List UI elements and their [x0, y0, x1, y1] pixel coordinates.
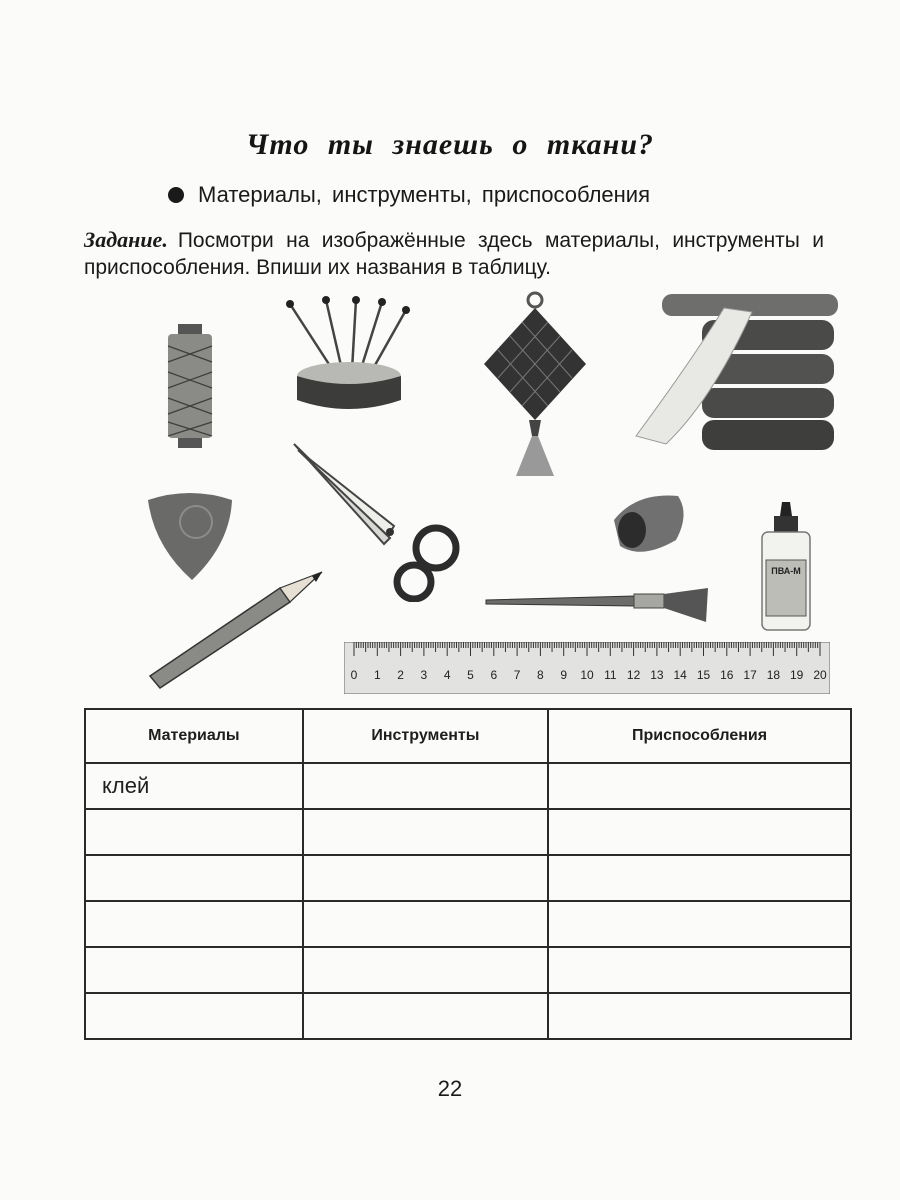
ruler-tick-label: 11 [604, 668, 617, 682]
page-number: 22 [437, 1076, 463, 1101]
table-cell[interactable] [303, 763, 548, 809]
task-label: Задание. [84, 227, 168, 252]
ruler-tick-label: 12 [626, 668, 641, 682]
ruler-tick-label: 19 [790, 668, 804, 682]
table-cell[interactable] [548, 901, 851, 947]
table-cell[interactable] [85, 855, 303, 901]
table-row [85, 901, 851, 947]
table-cell[interactable] [85, 993, 303, 1039]
page-title: Что ты знаешь о ткани? [245, 128, 655, 161]
table-row [85, 855, 851, 901]
table-cell[interactable] [548, 993, 851, 1039]
paintbrush-icon [484, 588, 712, 628]
table-row [85, 947, 851, 993]
ruler-tick-label: 4 [443, 668, 451, 682]
bullet-icon [168, 187, 184, 203]
thimble-icon [606, 490, 690, 556]
table-cell[interactable] [548, 763, 851, 809]
ruler [344, 642, 830, 694]
pincushion-icon [284, 292, 414, 417]
ruler-tick-label: 0 [350, 668, 358, 682]
section-subtitle [168, 182, 650, 208]
ruler-tick-label: 15 [696, 668, 711, 682]
table-row [85, 993, 851, 1039]
task-paragraph [84, 226, 824, 281]
ruler-tick-label: 16 [720, 668, 734, 682]
table-cell[interactable] [548, 947, 851, 993]
header-devices: Приспособления [548, 709, 851, 763]
subtitle-text: Материалы, инструменты, приспособления [198, 182, 651, 207]
ruler-tick-label: 5 [467, 668, 474, 682]
ruler-labels [344, 668, 830, 688]
thread-spool-icon [160, 322, 220, 452]
table-cell[interactable] [303, 947, 548, 993]
ruler-tick-label: 10 [580, 668, 594, 682]
table-cell[interactable] [303, 901, 548, 947]
table-cell[interactable] [85, 947, 303, 993]
table-cell[interactable] [85, 901, 303, 947]
table-cell[interactable] [303, 809, 548, 855]
tailor-chalk-icon [140, 484, 240, 584]
glue-label: ПВА-М [771, 566, 801, 576]
ruler-tick-label: 20 [813, 668, 827, 682]
ruler-tick-label: 2 [397, 668, 404, 682]
table-row [85, 809, 851, 855]
pencil-icon [146, 570, 326, 690]
table-cell[interactable]: клей [85, 763, 303, 809]
ruler-tick-label: 17 [743, 668, 757, 682]
ruler-tick-label: 18 [766, 668, 781, 682]
ruler-tick-label: 7 [513, 668, 521, 682]
table-cell[interactable] [548, 855, 851, 901]
table-cell[interactable] [548, 809, 851, 855]
answer-table [84, 708, 852, 1040]
potholder-icon [478, 290, 592, 480]
table-header-row [85, 709, 851, 763]
table-row [85, 763, 851, 809]
table-cell[interactable] [303, 993, 548, 1039]
ruler-tick-label: 14 [673, 668, 687, 682]
ruler-tick-label: 1 [373, 668, 381, 682]
header-tools: Инструменты [303, 709, 548, 763]
task-text: Посмотри на изображённые здесь материалы, инструменты и приспособления. Впиши их названия в таблицу. [84, 229, 824, 279]
glue-bottle [758, 500, 814, 632]
ruler-tick-label: 3 [420, 668, 428, 682]
table-cell[interactable] [85, 809, 303, 855]
ruler-tick-label: 9 [560, 668, 568, 682]
header-materials: Материалы [85, 709, 303, 763]
table-cell[interactable] [303, 855, 548, 901]
ruler-tick-label: 6 [490, 668, 498, 682]
ruler-tick-label: 13 [650, 668, 664, 682]
ruler-tick-label: 8 [537, 668, 544, 682]
fabric-rolls-icon [632, 290, 842, 452]
